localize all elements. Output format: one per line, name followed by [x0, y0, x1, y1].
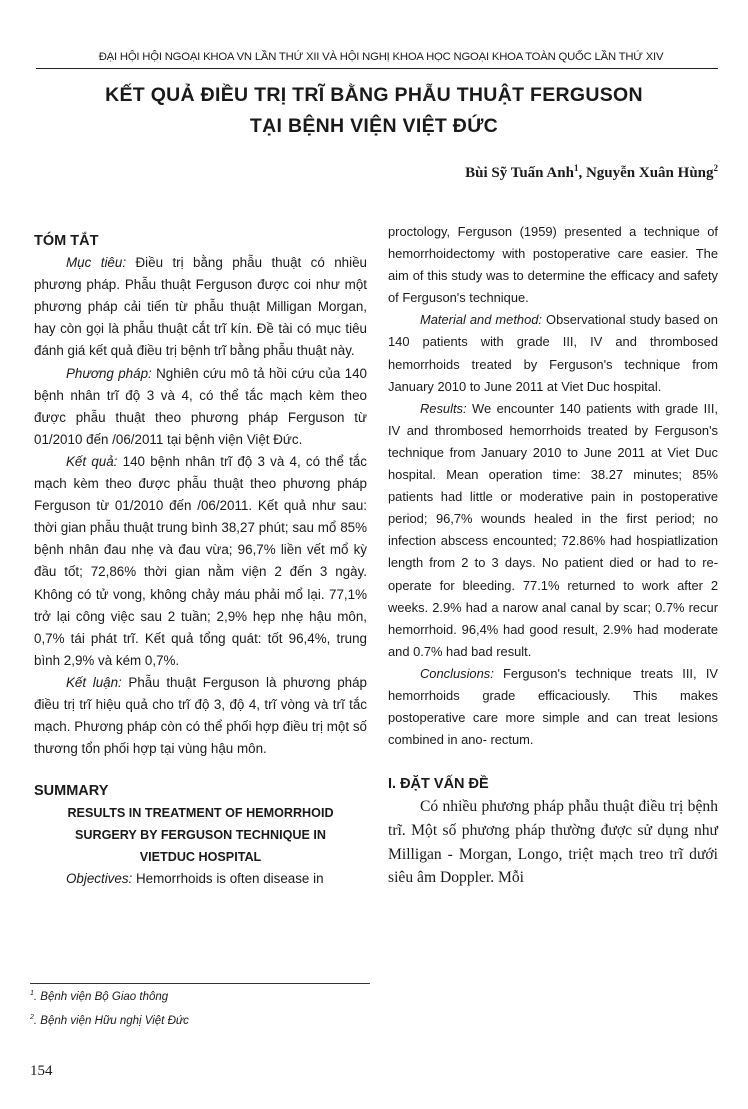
footnote-2-mark: 2 [30, 1014, 34, 1021]
material-method-paragraph [388, 309, 718, 397]
author-1-mark: 1 [573, 163, 579, 173]
objective-paragraph [34, 252, 367, 362]
method-paragraph [34, 363, 367, 451]
conclusions-text: Ferguson's technique treats III, IV hemorrhoids grade efficaciously. This makes postoperative care more simple and can treat lesions combined in ano- rectum. [388, 665, 718, 748]
author-2: Nguyễn Xuân Hùng [585, 165, 714, 181]
author-1: Bùi Sỹ Tuấn Anh [465, 165, 574, 181]
left-column [34, 221, 367, 890]
result-text: 140 bệnh nhân trĩ độ 3 và 4, có thể tắc mạch kèm theo được phẫu thuật theo phương pháp Ferguson từ 01/2010 đến /06/2011. Kết quả như sau: thời gian phẫu thuật trung bình 38,27 phút; sau mổ 85% bệnh nhân đau nhẹ và đau vừa; 96,7% liền vết mổ kỳ đầu tốt; 72,86% thời gian nằm viện 2 đến 3 ngày. Không có tử vong, không chảy máu phải mổ lại. 77,1% trở lại công việc sau 2 tuần; 2,9% hẹp nhẹ hậu môn, 0,7% tái phát trĩ. Kết quả tổng quát: tốt 96,4%, trung bình 2,9% và kém 0,7%. [34, 453, 367, 668]
authors [465, 163, 718, 182]
author-2-mark: 2 [713, 163, 718, 173]
tom-tat-heading: TÓM TẮT [34, 233, 99, 249]
conclusions-paragraph [388, 663, 718, 751]
method-text: Nghiên cứu mô tả hồi cứu của 140 bệnh nhân trĩ độ 3 và 4, có thể tắc mạch kèm theo được phẫu thuật theo phương pháp Ferguson từ 01/2010 đến /06/2011 tại bệnh viện Việt Đức. [34, 365, 367, 447]
footnote-1 [30, 990, 168, 1003]
footnote-1-mark: 1 [30, 990, 34, 997]
results-label: Results: [420, 400, 467, 416]
objectives-label: Objectives: [66, 871, 133, 887]
footnote-2-text: . Bệnh viện Hữu nghị Việt Đức [33, 1014, 189, 1027]
objective-label: Mục tiêu: [66, 255, 127, 271]
author-separator: , [578, 165, 586, 181]
page-number: 154 [30, 1063, 53, 1079]
conclusion-label: Kết luận: [66, 674, 122, 690]
objectives-paragraph-start [34, 868, 367, 890]
results-paragraph [388, 398, 718, 663]
summary-title-line1: RESULTS IN TREATMENT OF HEMORRHOID [67, 806, 334, 821]
header-rule [36, 68, 718, 69]
objectives-text-start: Hemorrhoids is often disease in [132, 871, 324, 887]
conclusion-paragraph [34, 672, 367, 760]
footnote-2 [30, 1014, 189, 1027]
article-title-line2: TẠI BỆNH VIỆN VIỆT ĐỨC [249, 115, 499, 137]
conclusions-label: Conclusions: [420, 665, 494, 681]
summary-title-line2: SURGERY BY FERGUSON TECHNIQUE IN [75, 828, 326, 843]
article-title-line1: KẾT QUẢ ĐIỀU TRỊ TRĨ BẰNG PHẪU THUẬT FERGUSON [105, 84, 643, 106]
objective-text: Điều trị bằng phẫu thuật có nhiều phương pháp. Phẫu thuật Ferguson được coi như một phương pháp cải tiến từ phẫu thuật Milligan Morgan, hay còn gọi là phẫu thuật cắt trĩ kín. Đề tài có mục tiêu đánh giá kết quả điều trị bệnh trĩ bằng phẫu thuật này. [34, 255, 367, 359]
section1-heading: I. ĐẶT VẤN ĐỀ [388, 776, 489, 793]
results-text: We encounter 140 patients with grade III, IV and thrombosed hemorrhoids treated by Ferguson's technique from January 2010 to June 2011 at Viet Duc hospital. Mean operation time: 38.27 minutes; 85% patients had little or moderative pain in postoperative period; 96,7% wounds healed in the first period; no infection abscess encounted; 72.86% had hospiatlization length from 2 to 3 days. No patient died or had to re-operate for bleeding. 77.1% returned to work after 2 weeks. 2.9% had a narow anal canal by scar; 0.7% recur hemorrhoid. 96,4% had good result, 2.9% had moderate and 0.7% had bad result. [388, 400, 718, 659]
footnote-1-text: . Bệnh viện Bộ Giao thông [33, 990, 169, 1003]
conclusion-text: Phẫu thuật Ferguson là phương pháp điều trị trĩ hiệu quả cho trĩ độ 3, độ 4, trĩ vòng và trĩ tắc mạch. Phương pháp còn có thể phối hợp điều trị một số thương tổn phối hợp tại vùng hậu môn. [34, 674, 367, 757]
objectives-continuation: proctology, Ferguson (1959) presented a technique of hemorrhoidectomy with postoperative care easier. The aim of this study was to determine the efficacy and safety of Ferguson's technique. [388, 224, 718, 306]
result-label: Kết quả: [66, 453, 118, 469]
material-method-text: Observational study based on 140 patients with grade III, IV and thrombosed hemorrhoids treated by Ferguson's technique from January 2010 to June 2011 at Viet Duc hospital. [388, 312, 718, 394]
footnote-rule [30, 983, 370, 984]
summary-title-line3: VIETDUC HOSPITAL [139, 850, 262, 865]
section1-text: Có nhiều phương pháp phẫu thuật điều trị bệnh trĩ. Một số phương pháp thường được sử dụng như Milligan - Morgan, Longo, triệt mạch treo trĩ dưới siêu âm Doppler. Mỗi [388, 798, 718, 887]
material-method-label: Material and method: [420, 312, 543, 328]
result-paragraph [34, 451, 367, 672]
right-column [388, 221, 718, 890]
method-label: Phương pháp: [66, 365, 152, 381]
running-header: ĐẠI HỘI HỘI NGOẠI KHOA VN LẦN THỨ XII VÀ HỘI NGHỊ KHOA HỌC NGOẠI KHOA TOÀN QUỐC LẦN THỨ XIV [98, 51, 664, 63]
summary-heading: SUMMARY [34, 783, 109, 800]
